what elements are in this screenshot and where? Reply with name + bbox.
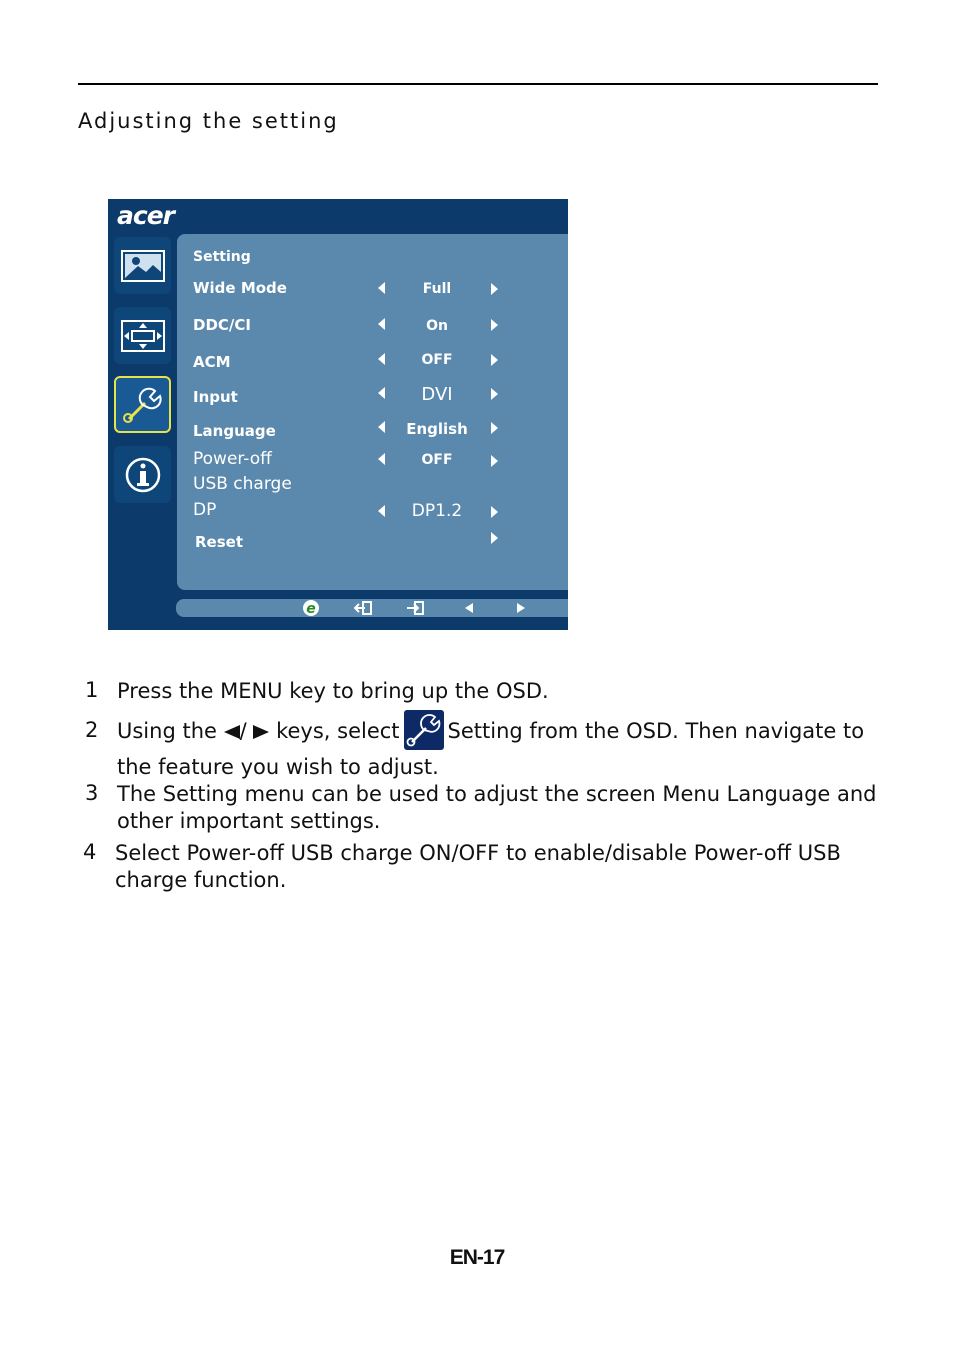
step-text-continued: the feature you wish to adjust. [117,755,439,779]
menu-label-language[interactable]: Language [193,422,276,440]
step-text: Press the MENU key to bring up the OSD. [117,679,549,703]
right-arrow-icon[interactable] [491,283,498,295]
panel-title: Setting [193,249,251,265]
menu-label-power-off[interactable]: Power-off [193,449,272,469]
picture-icon[interactable] [114,237,171,294]
right-arrow-icon[interactable] [514,599,528,617]
menu-label-dp[interactable]: DP [193,500,217,520]
menu-label-input[interactable]: Input [193,388,238,406]
left-arrow-icon[interactable] [462,599,476,617]
page-number: EN-17 [449,1246,505,1269]
section-title: Adjusting the setting [78,109,339,133]
right-arrow-icon[interactable] [491,388,498,400]
left-arrow-icon[interactable] [378,505,385,517]
step-text: Select Power-off USB charge ON/OFF to enable/disable Power-off USB [115,841,841,865]
left-arrow-icon[interactable] [378,353,385,365]
left-triangle-icon [224,725,240,739]
step-number: 2 [85,718,99,742]
right-arrow-icon[interactable] [491,319,498,331]
setting-wrench-icon [404,710,444,750]
osd-menu [108,199,568,630]
menu-label-acm[interactable]: ACM [193,353,231,371]
right-arrow-icon[interactable] [491,422,498,434]
menu-value-input: DVI [421,384,453,405]
acer-e-icon[interactable] [300,599,322,617]
left-arrow-icon[interactable] [378,387,385,399]
acer-logo: acer [117,201,174,230]
right-triangle-icon [253,725,269,739]
menu-label-ddc-ci[interactable]: DDC/CI [193,316,251,334]
menu-label-usb-charge[interactable]: USB charge [193,474,292,494]
step-text-part: Setting from the OSD. Then navigate to [447,719,865,743]
osd-key-bar [176,599,568,617]
left-arrow-icon[interactable] [378,421,385,433]
step-number: 1 [85,678,99,702]
step-text-part: keys, select [276,719,400,743]
step-number: 4 [83,840,97,864]
step-text-continued: other important settings. [117,809,381,833]
menu-value-dp: DP1.2 [411,501,463,521]
slash-separator: / [239,719,247,743]
left-arrow-icon[interactable] [378,453,385,465]
enter-icon[interactable] [404,599,426,617]
menu-value-ddc-ci: On [426,318,448,334]
menu-label-reset[interactable]: Reset [195,533,243,551]
step-text: The Setting menu can be used to adjust the screen Menu Language and [117,782,877,806]
osd-position-icon[interactable] [114,307,171,364]
step-text [117,708,864,754]
menu-value-power-off-usb: OFF [421,452,453,468]
menu-label-wide-mode[interactable]: Wide Mode [193,279,287,297]
top-rule [78,83,878,85]
setting-wrench-icon[interactable] [114,376,171,433]
menu-value-acm: OFF [421,352,453,368]
svg-text:e: e [306,601,316,617]
right-arrow-icon[interactable] [491,455,498,467]
exit-icon[interactable] [352,599,374,617]
step-number: 3 [85,781,99,805]
right-arrow-icon[interactable] [491,506,498,518]
right-arrow-icon[interactable] [491,532,498,544]
left-arrow-icon[interactable] [378,318,385,330]
right-arrow-icon[interactable] [491,354,498,366]
menu-value-wide-mode: Full [422,281,452,297]
step-text-continued: charge function. [115,868,287,892]
step-text-part: Using the [117,719,217,743]
menu-value-language: English [406,420,468,438]
info-icon[interactable] [114,446,171,503]
left-arrow-icon[interactable] [378,282,385,294]
